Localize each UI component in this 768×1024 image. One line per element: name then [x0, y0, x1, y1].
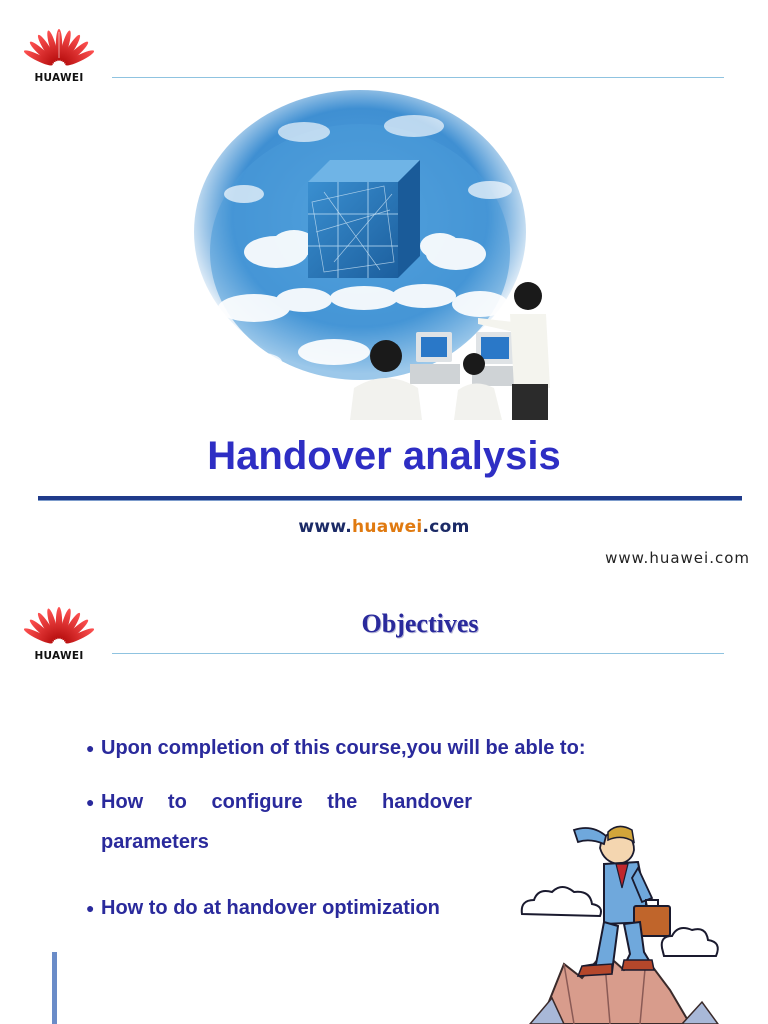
- slide-title: Objectives: [361, 609, 479, 638]
- hero-illustration: [184, 82, 558, 420]
- footer-url-prefix: www.: [298, 517, 352, 537]
- bullet-dot-icon: ●: [86, 740, 95, 756]
- corner-url[interactable]: www.huawei.com: [605, 549, 750, 567]
- huawei-logo-petals-icon: [24, 18, 94, 72]
- huawei-logo-text: HUAWEI: [34, 72, 84, 84]
- slide-title: Handover analysis: [207, 434, 561, 478]
- objectives-slide: [0, 580, 768, 1024]
- title-rule: [38, 496, 742, 501]
- footer-url-brand: huawei: [352, 517, 423, 537]
- huawei-logo-text: HUAWEI: [34, 650, 84, 662]
- huawei-logo: [24, 18, 94, 84]
- businessman-on-summit-illustration: [512, 802, 736, 1024]
- bullet-item: [86, 728, 646, 768]
- bullet-dot-icon: ●: [86, 794, 95, 810]
- footer-url[interactable]: [0, 517, 768, 537]
- bullet-item: [86, 888, 472, 928]
- globe-cube-icon: [308, 160, 420, 278]
- left-accent-bar: [52, 952, 57, 1024]
- bullet-item: [86, 782, 472, 862]
- bullet-text: How to configure the handover parameters: [101, 791, 472, 853]
- header-rule: [112, 653, 724, 654]
- footer-url-suffix: .com: [422, 517, 470, 537]
- bullet-text: How to do at handover optimization: [101, 897, 440, 919]
- bullet-text: Upon completion of this course,you will be able to:: [101, 737, 586, 759]
- header-rule: [112, 77, 724, 78]
- bullet-dot-icon: ●: [86, 900, 95, 916]
